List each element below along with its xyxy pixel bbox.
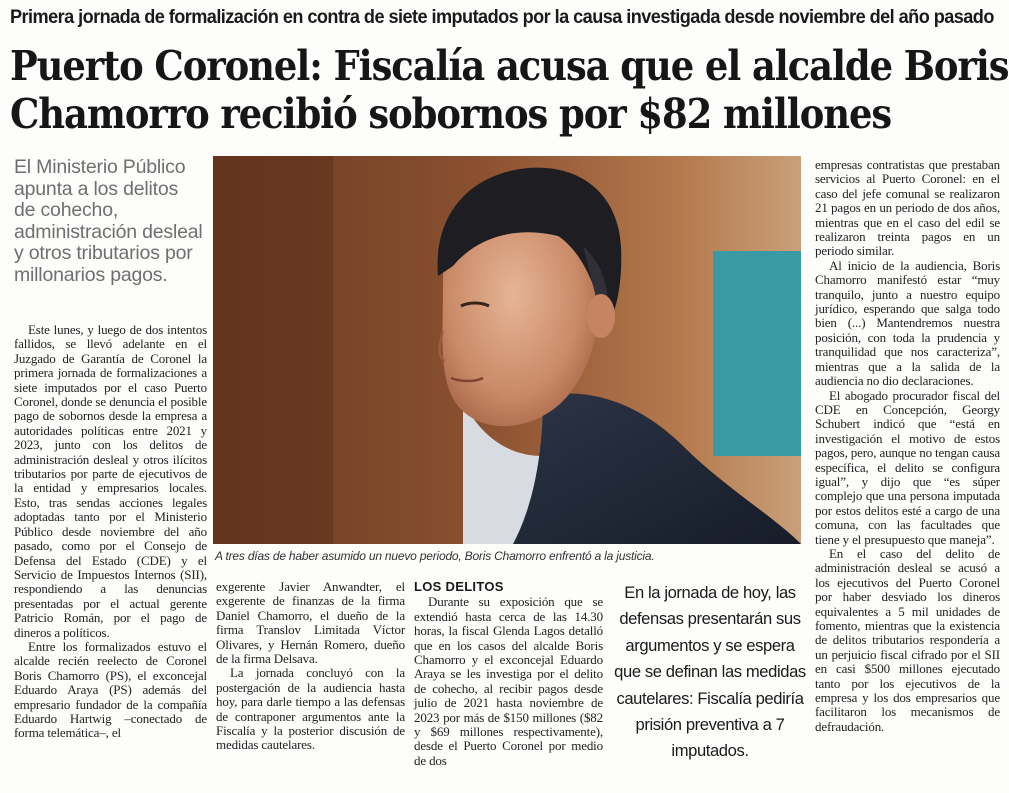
body-column-1 <box>14 323 207 741</box>
pull-quote: En la jornada de hoy, las defensas presentarán sus argumentos y se espera que se definan las medidas cautelares: Fiscalía pediría prisión preventiva a 7 imputados. <box>614 583 806 761</box>
paragraph: Entre los formalizados estuvo el alcalde recién reelecto de Coronel Boris Chamorro (PS), el exconcejal Eduardo Araya (PS) además del empresario fundador de la compañía Eduardo Hartwig –conectado de forma telemática–, el <box>14 638 207 741</box>
headline <box>10 42 1009 138</box>
paragraph: Este lunes, y luego de dos intentos fallidos, se llevó adelante en el Juzgado de Garantía de Coronel la primera jornada de formalizaciones a siete imputados por el caso Puerto Coronel, donde se denuncia el posible pago de sobornos desde la empresa a autoridades políticas entre 2021 y 2023, junto con los delitos de administración desleal y otros ilícitos tributarios por parte de ejecutivos de la entidad y empresarios locales. Esto, tras sendas acciones legales adoptadas tanto por el Ministerio Público desde noviembre del año pasado, como por el Consejo de Defensa del Estado (CDE) y el Servicio de Impuestos Internos (SII), respondiendo a las denuncias presentadas por el actual gerente Patricio Román, por el pago de dineros a políticos. <box>14 322 207 640</box>
body-column-3 <box>414 580 603 768</box>
body-column-5 <box>815 158 1000 734</box>
section-heading: LOS DELITOS <box>414 579 504 594</box>
paragraph: El abogado procurador fiscal del CDE en Concepción, Georgy Schubert indicó que “está en investigación el motivo de estos pagos, pero, aunque no tengan causa específica, el delito se configura igual”, y dijo que “es súper complejo que una persona imputada por estos delitos esté a cargo de una comuna, con las facultades que tiene y el presupuesto que maneja”. <box>815 387 1000 547</box>
paragraph: Durante su exposición que se extendió hasta cerca de las 14.30 horas, la fiscal Glenda Lagos detalló que en los casos del alcalde Boris Chamorro y el exconcejal Eduardo Araya se les investiga por el delito de cohecho, al recibir pagos desde julio de 2021 hasta noviembre de 2023 por más de $150 millones ($82 y $69 millones respectivamente), desde el Puerto Coronel por medio de dos <box>414 594 603 768</box>
headline-line-1: Puerto Coronel: Fiscalía acusa que el alcalde Boris <box>10 42 1009 90</box>
paragraph: En el caso del delito de administración desleal se acusó a los ejecutivos del Puerto Coronel por haber desviado los dineros equivalentes a 5 mil unidades de fomento, mientras que la existencia de delitos tributarios respondería a un perjuicio fiscal cifrado por el SII en casi $500 millones ejecutado tanto por los ejecutivos de la empresa y los dos empresarios que facilitaron los mecanismos de defraudación. <box>815 545 1000 734</box>
paragraph: Al inicio de la audiencia, Boris Chamorro manifestó estar “muy tranquilo, junto a nuestro equipo jurídico, esperando que salga todo bien (...) Mantendremos nuestra posición, con toda la prudencia y tranquilidad que nos caracteriza”, mientras que a la salida de la audiencia no dio declaraciones. <box>815 257 1000 389</box>
paragraph: exgerente Javier Anwandter, el exgerente de finanzas de la firma Daniel Chamorro, el dueño de la firma Translov Limitada Víctor Olivares, y Hernán Romero, dueño de la firma Delsava. <box>216 579 405 667</box>
article-photo <box>213 156 801 544</box>
deck: El Ministerio Público apunta a los delitos de cohecho, administración desleal y otros tributarios por millonarios pagos. <box>14 156 203 286</box>
paragraph: La jornada concluyó con la postergación de la audiencia hasta hoy, para darle tiempo a las defensas de contraponer argumentos ante la Fiscalía y la posterior discusión de medidas cautelares. <box>216 665 405 753</box>
kicker: Primera jornada de formalización en contra de siete imputados por la causa investigada desde noviembre del año pasado <box>10 6 994 28</box>
photo-caption: A tres días de haber asumido un nuevo periodo, Boris Chamorro enfrentó a la justicia. <box>215 549 655 563</box>
body-column-2 <box>216 580 405 753</box>
paragraph: empresas contratistas que prestaban servicios al Puerto Coronel: en el caso del jefe comunal se realizaron 21 pagos en un periodo de dos años, mientras que en el caso del edil se realizaron treinta pagos en un periodo similar. <box>815 157 1000 259</box>
headline-line-2: Chamorro recibió sobornos por $82 millones <box>10 90 892 138</box>
